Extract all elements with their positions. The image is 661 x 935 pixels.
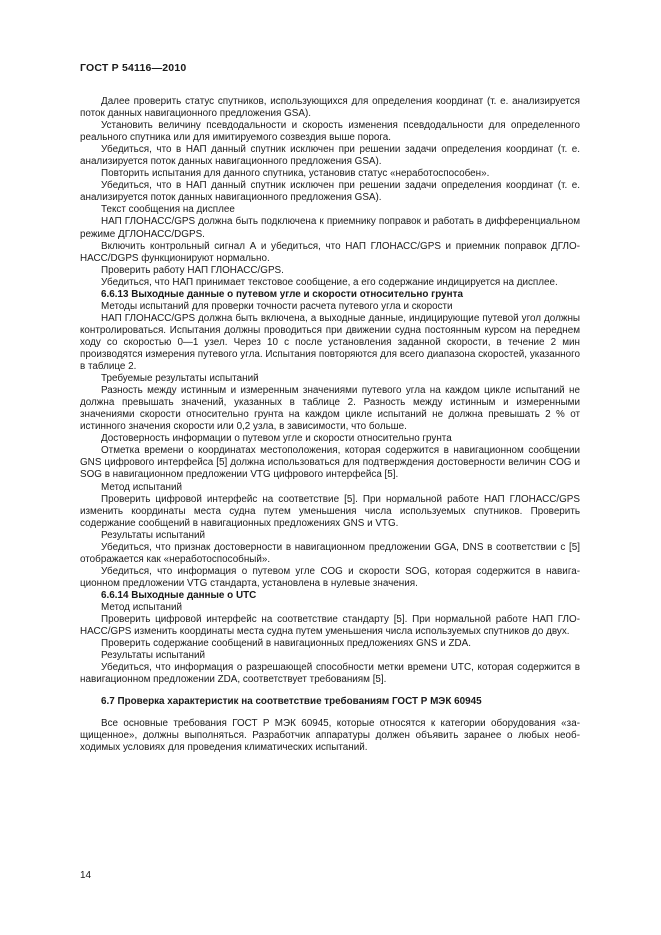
paragraph: Разность между истинным и измеренным значениями путевого угла на каждом цикле испытаний не должна превышать значений, указанных в таблице 2. Разность между истинным и измеренными значениями скорости относительно грунта на каждом цикле испытаний не должна превышать 2 % от истинного значения скорости или 0,2 узла, в зависимости, что больше. <box>80 385 580 433</box>
paragraph: Установить величину псевдодальности и скорость изменения псевдодальности для определенного реального спутника или для имитируемого созвездия выше порога. <box>80 120 580 144</box>
document-body <box>80 96 580 754</box>
paragraph: Убедиться, что признак достоверности в навигационном предложении GGA, DNS в соответствии с [5] отображается как «неработоспособный». <box>80 541 580 565</box>
paragraph: Методы испытаний для проверки точности расчета путевого угла и скорости <box>101 300 453 312</box>
paragraph: Все основные требования ГОСТ Р МЭК 60945, которые относятся к категории оборудования «защищенное», должны выполняться. Разработчик аппаратуры должен объявить заранее о любых необходимых условиях для проведения климатических испытаний. <box>80 718 580 754</box>
paragraph: Проверить работу НАП ГЛОНАСС/GPS. <box>101 264 284 276</box>
paragraph: Убедиться, что НАП принимает текстовое сообщение, а его содержание индицируется на дисплее. <box>101 276 558 288</box>
paragraph: Далее проверить статус спутников, использующихся для определения координат (т. е. анализируется поток данных навигационного предложения GSA). <box>80 96 580 120</box>
paragraph: Проверить цифровой интерфейс на соответствие стандарту [5]. При нормальной работе НАП ГЛОНАСС/GPS изменить координаты места судна путем уменьшения числа используемых спутников до двух. <box>80 614 580 638</box>
paragraph: Убедиться, что информация о путевом угле COG и скорости SOG, которая содержится в навигационном предложении VTG стандарта, установлена в нулевые значения. <box>80 565 580 589</box>
paragraph: Результаты испытаний <box>101 650 206 662</box>
page-header: ГОСТ Р 54116—2010 <box>80 62 187 74</box>
paragraph: Убедиться, что в НАП данный спутник исключен при решении задачи определения координат (т. е. анализируется поток данных навигационного предложения GSA). <box>80 144 580 168</box>
paragraph: Метод испытаний <box>101 481 182 493</box>
section-heading: 6.6.13 Выходные данные о путевом угле и скорости относительно грунта <box>101 288 463 300</box>
paragraph: НАП ГЛОНАСС/GPS должна быть подключена к приемнику поправок и работать в дифференциальном режиме ДГЛОНАСС/DGPS. <box>80 216 580 240</box>
paragraph: НАП ГЛОНАСС/GPS должна быть включена, а выходные данные, индицирующие путевой угол должны контролироваться. Испытания должны проводиться при движении судна постоянным курсом на переднем ходу со скоростью 0—1 узел. Через 10 с после установления заданной скорости, в течение 2 мин производятся измерения путевого угла. Испытания повторяются для всего диапазона скоростей, указанного в таблице 2. <box>80 312 580 373</box>
paragraph: Достоверность информации о путевом угле и скорости относительно грунта <box>101 433 452 445</box>
section-heading: 6.6.14 Выходные данные о UTC <box>101 589 257 601</box>
paragraph: Проверить цифровой интерфейс на соответствие [5]. При нормальной работе НАП ГЛОНАСС/GPS изменить координаты места судна путем уменьшения числа используемых спутников. Проверить содержание сообщений в навигационных предложениях GNS и VTG. <box>80 493 580 529</box>
paragraph: Метод испытаний <box>101 601 182 613</box>
paragraph: Результаты испытаний <box>101 529 206 541</box>
paragraph: Убедиться, что в НАП данный спутник исключен при решении задачи определения координат (т. е. анализируется поток данных навигационного предложения GSA). <box>80 180 580 204</box>
paragraph: Текст сообщения на дисплее <box>101 204 235 216</box>
paragraph: Убедиться, что информация о разрешающей способности метки времени UTC, которая содержится в навигационном предложении ZDA, соответствует требованиям [5]. <box>80 662 580 686</box>
paragraph: Отметка времени о координатах местоположения, которая содержится в навигационном сообщении GNS цифрового интерфейса [5] должна использоваться для подтверждения достоверности величин COG и SOG в навигационном предложении VTG цифрового интерфейса [5]. <box>80 445 580 481</box>
page-number: 14 <box>80 870 92 881</box>
paragraph: Включить контрольный сигнал А и убедиться, что НАП ГЛОНАСС/GPS и приемник поправок ДГЛОНАСС/DGPS функционируют нормально. <box>80 240 580 264</box>
paragraph: Требуемые результаты испытаний <box>101 373 259 385</box>
section-heading: 6.7 Проверка характеристик на соответствие требованиям ГОСТ Р МЭК 60945 <box>101 696 482 708</box>
paragraph: Проверить содержание сообщений в навигационных предложениях GNS и ZDA. <box>101 638 471 650</box>
paragraph: Повторить испытания для данного спутника, установив статус «неработоспособен». <box>101 168 490 180</box>
